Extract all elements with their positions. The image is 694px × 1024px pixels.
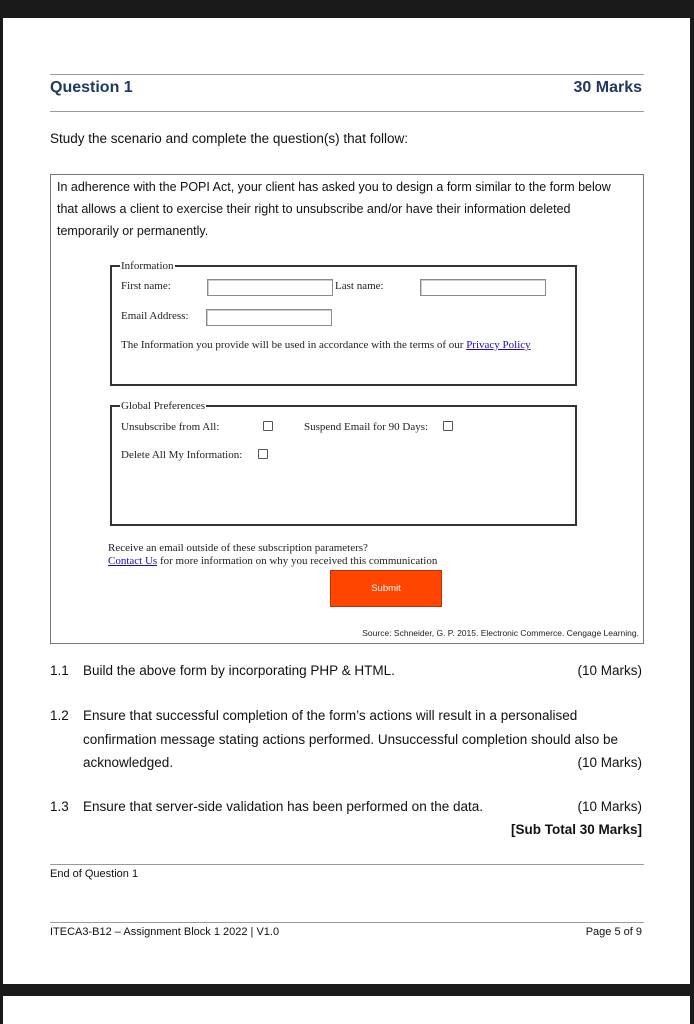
end-rule (50, 864, 644, 865)
unsubscribe-label: Unsubscribe from All: (121, 421, 220, 433)
delete-info-checkbox[interactable] (258, 449, 268, 459)
scenario-text: In adherence with the POPI Act, your client has asked you to design a form similar to the form below that allows a client to exercise their right to unsubscribe and/or have their information deleted temporarily or permanently. (57, 180, 611, 238)
item-1-2-line1: Ensure that successful completion of the form’s actions will result in a personalised (83, 708, 578, 723)
footer-rule (50, 922, 644, 923)
sub-total: [Sub Total 30 Marks] (510, 822, 642, 837)
suspend-checkbox[interactable] (443, 421, 453, 431)
last-name-input[interactable] (420, 279, 546, 296)
item-1-3-marks: (10 Marks) (577, 799, 642, 814)
item-1-1-text: Build the above form by incorporating PHP & HTML. (83, 663, 395, 678)
top-dark-bar (0, 0, 694, 18)
item-1-3-number: 1.3 (50, 799, 69, 814)
item-1-1-number: 1.1 (50, 663, 69, 678)
first-name-label: First name: (121, 280, 171, 292)
contact-text: for more information on why you received this communication (159, 555, 438, 567)
last-name-label: Last name: (335, 280, 384, 292)
submit-button[interactable]: Submit (330, 570, 442, 607)
scenario-box (50, 174, 644, 644)
global-preferences-fieldset (110, 400, 577, 526)
question-marks: 30 Marks (573, 79, 642, 96)
item-1-3-text: Ensure that server-side validation has been performed on the data. (83, 799, 483, 814)
footer-document-id: ITECA3-B12 – Assignment Block 1 2022 | V1.0 (50, 926, 280, 938)
contact-us-link[interactable]: Contact Us (108, 555, 158, 567)
item-1-2-line3: acknowledged. (83, 755, 174, 770)
delete-info-label: Delete All My Information: (121, 449, 243, 461)
item-1-2-marks: (10 Marks) (577, 755, 642, 770)
item-1-2-number: 1.2 (50, 708, 69, 723)
item-1-1-marks: (10 Marks) (577, 663, 642, 678)
global-preferences-legend: Global Preferences (121, 400, 205, 412)
email-input[interactable] (206, 309, 332, 326)
suspend-label: Suspend Email for 90 Days: (304, 421, 429, 433)
header-rule-bottom (50, 111, 644, 112)
first-name-input[interactable] (207, 279, 333, 296)
next-page-edge (3, 996, 690, 1024)
email-label: Email Address: (121, 310, 189, 322)
document-page (3, 18, 690, 984)
question-title: Question 1 (50, 79, 133, 96)
intro-text: Study the scenario and complete the question(s) that follow: (50, 131, 408, 146)
information-legend: Information (121, 260, 174, 272)
privacy-text: The Information you provide will be used in accordance with the terms of our (121, 339, 464, 351)
item-1-2-line2: confirmation message stating actions performed. Unsuccessful completion should also be (83, 732, 619, 747)
header-rule-top (50, 74, 644, 75)
footer-page-number: Page 5 of 9 (585, 926, 642, 938)
source-citation: Source: Schneider, G. P. 2015. Electronic Commerce. Cengage Learning. (362, 628, 639, 638)
receive-email-text: Receive an email outside of these subscription parameters? (108, 542, 368, 554)
unsubscribe-checkbox[interactable] (263, 421, 273, 431)
contact-line (108, 555, 437, 567)
end-of-question-note: End of Question 1 (50, 868, 139, 880)
privacy-policy-link[interactable]: Privacy Policy (466, 339, 531, 351)
privacy-statement (121, 339, 531, 351)
